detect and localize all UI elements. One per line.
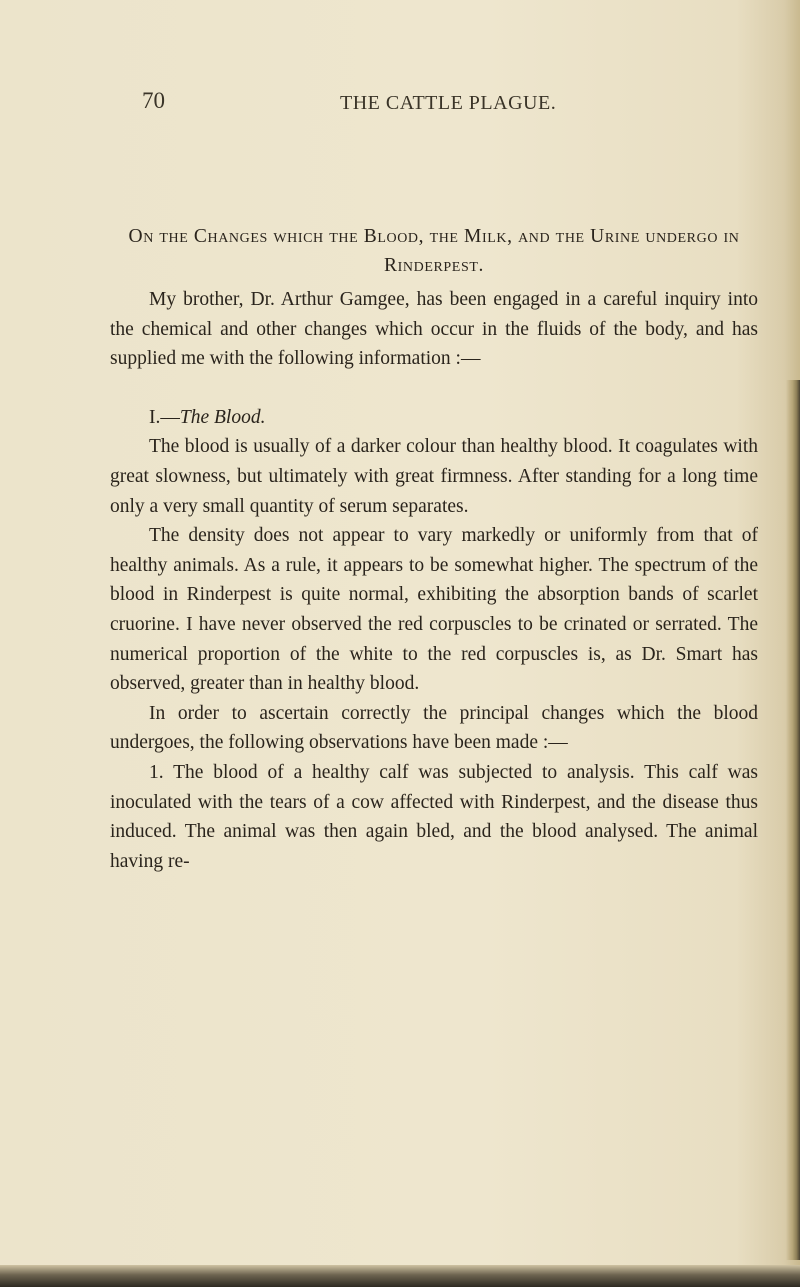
subsection-heading [110,403,758,433]
subsection-numeral: I.— [149,406,180,428]
page-bottom-shadow [0,1265,800,1287]
body-paragraph-3: In order to ascertain correctly the principal changes which the blood undergoes, the following observations have been made :— [110,702,758,754]
intro-paragraph: My brother, Dr. Arthur Gamgee, has been engaged in a careful inquiry into the chemical and other changes which occur in the fluids of the body, and has supplied me with the following information :— [110,289,758,370]
page-edge-shadow [786,380,800,1260]
page-body [110,222,758,876]
body-paragraph-4: 1. The blood of a healthy calf was subjected to analysis. This calf was inoculated with the tears of a cow affected with Rinderpest, and the disease thus induced. The animal was then again bled, and the blood analysed. The animal having re- [110,761,758,872]
page-number: 70 [142,88,165,113]
body-paragraph-2: The density does not appear to vary markedly or uniformly from that of healthy animals. As a rule, it appears to be somewhat higher. The spectrum of the blood in Rinderpest is quite normal, exhibiting the absorption bands of scarlet cruorine. I have never observed the red corpuscles to be crinated or serrated. The numerical proportion of the white to the red corpuscles is, as Dr. Smart has observed, greater than in healthy blood. [110,525,758,695]
body-paragraph-1: The blood is usually of a darker colour than healthy blood. It coagulates with great slowness, but ultimately with great firmness. After standing for a long time only a very small quantity of serum separates. [110,436,758,517]
running-head: THE CATTLE PLAGUE. [340,92,557,114]
section-title: On the Changes which the Blood, the Milk, and the Urine undergo in Rinderpest. [128,226,740,276]
page-header [0,88,800,118]
subsection-title: The Blood. [179,406,266,428]
